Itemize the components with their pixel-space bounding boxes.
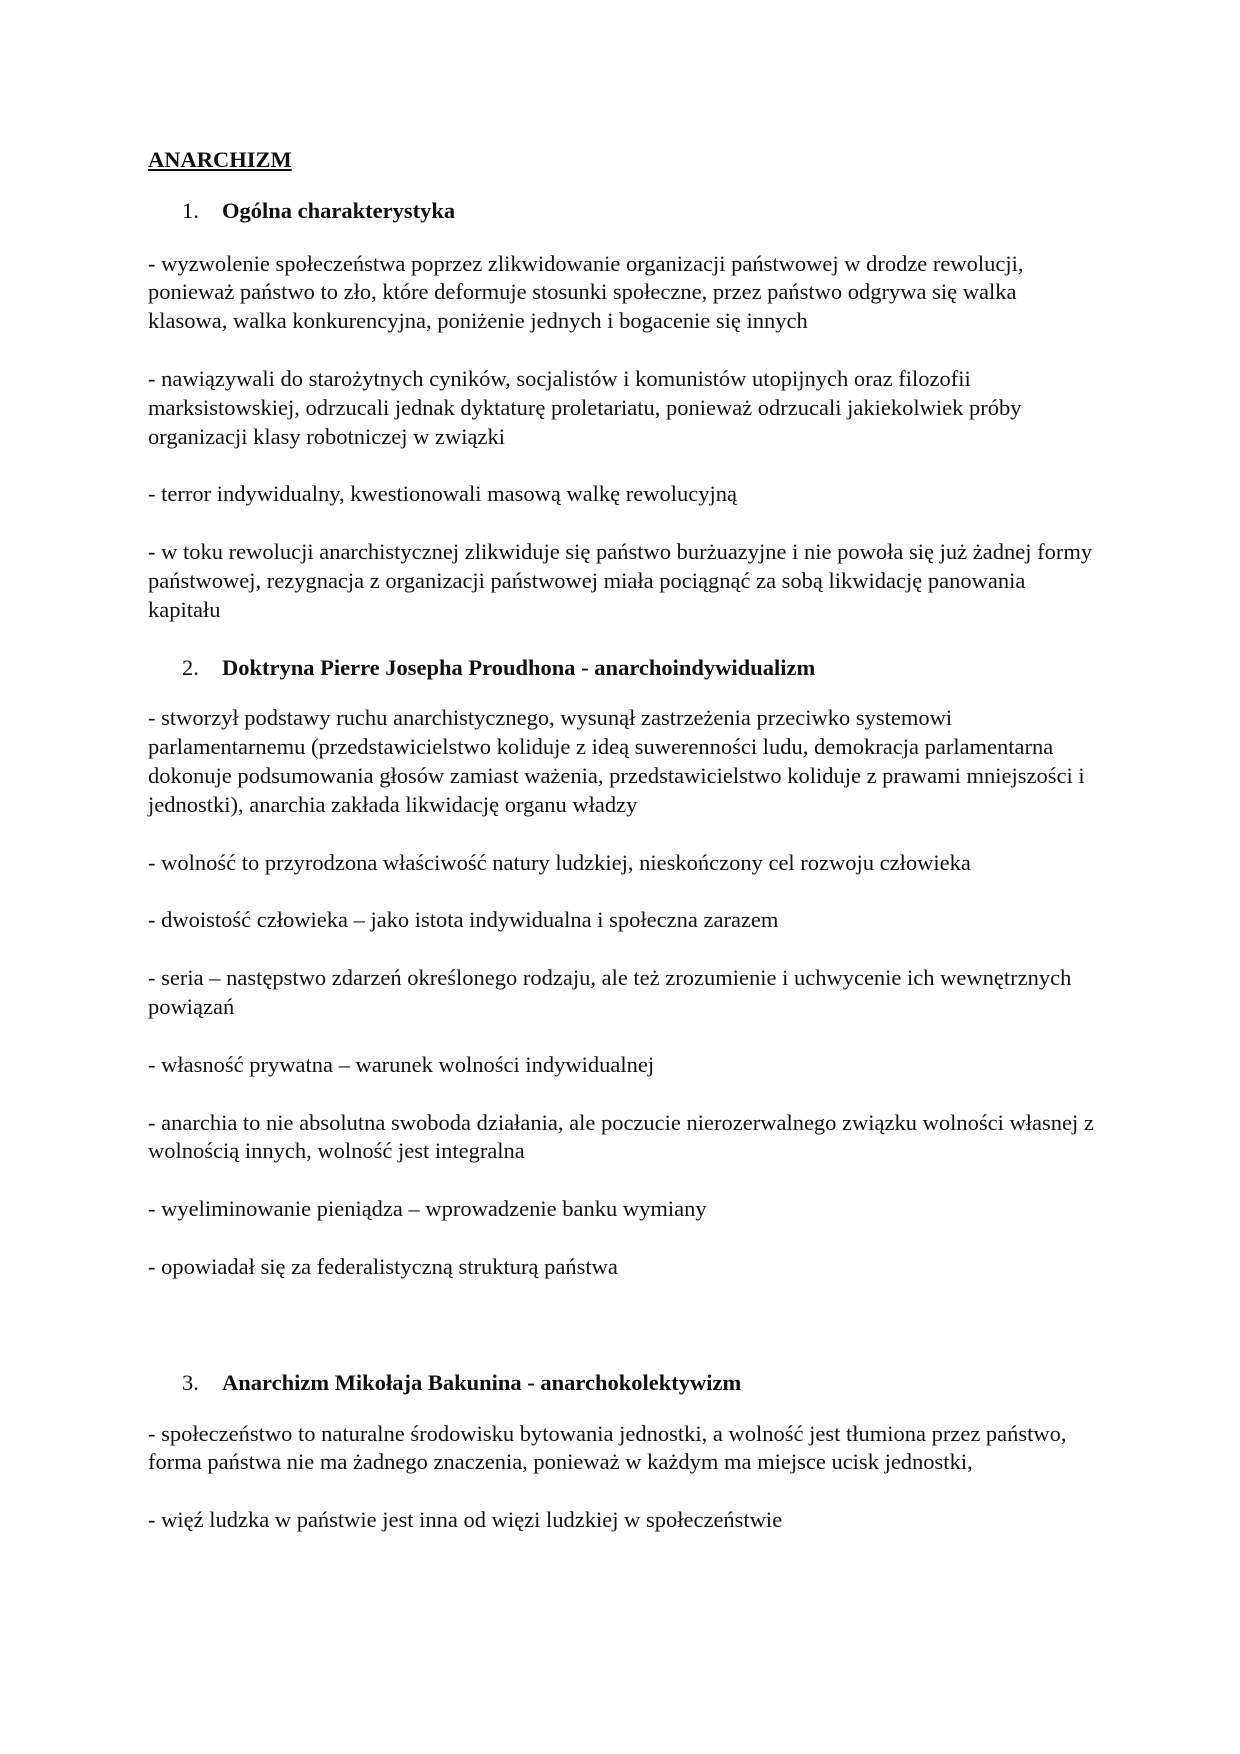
section-number: 1. bbox=[182, 197, 199, 223]
paragraph: - seria – następstwo zdarzeń określonego rodzaju, ale też zrozumienie i uchwycenie ich wewnętrznych powiązań bbox=[148, 965, 1072, 1019]
paragraph: - terror indywidualny, kwestionowali masową walkę rewolucyjną bbox=[148, 481, 737, 507]
paragraph: - w toku rewolucji anarchistycznej zlikwiduje się państwo burżuazyjne i nie powoła się już żadnej formy państwowej, rezygnacja z organizacji państwowej miała pociągnąć za sobą likwidację panowania kapitału bbox=[148, 539, 1093, 622]
paragraph: - nawiązywali do starożytnych cyników, socjalistów i komunistów utopijnych oraz filozofii marksistowskiej, odrzucali jednak dyktaturę proletariatu, ponieważ odrzucali jakiekolwiek próby organizacji klasy robotniczej w związki bbox=[148, 365, 1022, 449]
section-title: Ogólna charakterystyka bbox=[222, 197, 456, 223]
section-title: Doktryna Pierre Josepha Proudhona - anarchoindywidualizm bbox=[222, 654, 816, 680]
paragraph: - opowiadał się za federalistyczną strukturą państwa bbox=[148, 1253, 618, 1279]
paragraph: - więź ludzka w państwie jest inna od więzi ludzkiej w społeczeństwie bbox=[148, 1507, 783, 1533]
section-number: 2. bbox=[182, 654, 199, 680]
section-heading-2 bbox=[148, 654, 1098, 683]
document-page bbox=[148, 146, 1098, 1564]
paragraph: - własność prywatna – warunek wolności indywidualnej bbox=[148, 1051, 655, 1077]
spacer bbox=[148, 1311, 1098, 1369]
paragraph: - społeczeństwo to naturalne środowisku bytowania jednostki, a wolność jest tłumiona przez państwo, forma państwa nie ma żadnego znaczenia, ponieważ w każdym ma miejsce ucisk jednostki, bbox=[148, 1420, 1067, 1475]
paragraph: - anarchia to nie absolutna swoboda działania, ale poczucie nierozerwalnego związku wolności własnej z wolnością innych, wolność jest integralna bbox=[148, 1109, 1094, 1164]
paragraph: - wolność to przyrodzona właściwość natury ludzkiej, nieskończony cel rozwoju człowieka bbox=[148, 849, 971, 875]
paragraph: - wyeliminowanie pieniądza – wprowadzenie banku wymiany bbox=[148, 1196, 707, 1222]
paragraph: - stworzył podstawy ruchu anarchistycznego, wysunął zastrzeżenia przeciwko systemowi parlamentarnemu (przedstawicielstwo koliduje z ideą suwerenności ludu, demokracja parlamentarna dokonuje podsumowania głosów zamiast ważenia, przedstawicielstwo koliduje z prawami mniejszości i jednostki), anarchia zakłada likwidację organu władzy bbox=[148, 705, 1085, 817]
section-number: 3. bbox=[182, 1369, 199, 1395]
section-title: Anarchizm Mikołaja Bakunina - anarchokolektywizm bbox=[222, 1369, 742, 1395]
document-title: ANARCHIZM bbox=[148, 147, 292, 172]
section-heading-3 bbox=[148, 1369, 1098, 1398]
paragraph: - dwoistość człowieka – jako istota indywidualna i społeczna zarazem bbox=[148, 907, 779, 933]
section-heading-1 bbox=[148, 197, 1098, 226]
paragraph: - wyzwolenie społeczeństwa poprzez zlikwidowanie organizacji państwowej w drodze rewolucji, ponieważ państwo to zło, które deformuje stosunki społeczne, przez państwo odgrywa się walka klasowa, walka konkurencyjna, poniżenie jednych i bogacenie się innych bbox=[148, 250, 1024, 334]
